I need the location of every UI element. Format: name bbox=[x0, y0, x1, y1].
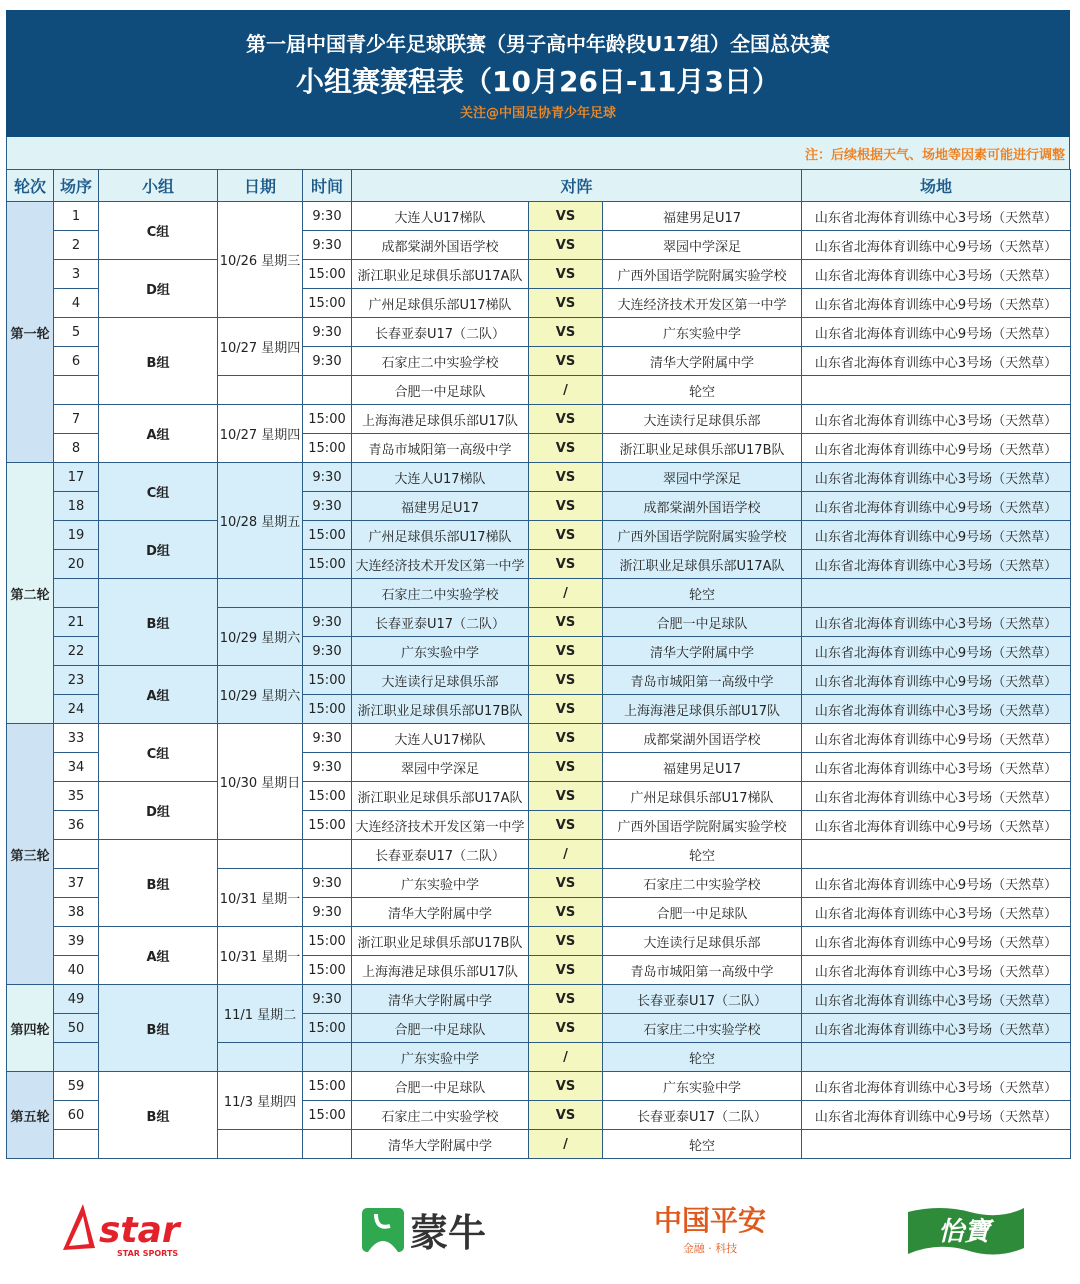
round-label: 第四轮 bbox=[7, 985, 54, 1072]
versus-marker: VS bbox=[529, 608, 603, 637]
round-label: 第一轮 bbox=[7, 202, 54, 463]
venue: 山东省北海体育训练中心3号场（天然草） bbox=[802, 1014, 1071, 1043]
match-no: 5 bbox=[54, 318, 99, 347]
versus-marker: VS bbox=[529, 956, 603, 985]
match-no: 1 bbox=[54, 202, 99, 231]
home-team: 广东实验中学 bbox=[352, 1043, 529, 1072]
away-team: 上海海港足球俱乐部U17队 bbox=[603, 695, 802, 724]
match-no: 60 bbox=[54, 1101, 99, 1130]
table-row bbox=[7, 724, 1071, 753]
match-no: 49 bbox=[54, 985, 99, 1014]
venue: 山东省北海体育训练中心3号场（天然草） bbox=[802, 956, 1071, 985]
versus-marker: VS bbox=[529, 811, 603, 840]
match-time: 15:00 bbox=[303, 666, 352, 695]
group-label: B组 bbox=[99, 318, 218, 405]
match-no bbox=[54, 579, 99, 608]
match-time: 15:00 bbox=[303, 521, 352, 550]
match-no: 3 bbox=[54, 260, 99, 289]
home-team: 长春亚泰U17（二队） bbox=[352, 318, 529, 347]
match-time: 9:30 bbox=[303, 869, 352, 898]
venue: 山东省北海体育训练中心3号场（天然草） bbox=[802, 405, 1071, 434]
away-team: 长春亚泰U17（二队） bbox=[603, 985, 802, 1014]
home-team: 广东实验中学 bbox=[352, 869, 529, 898]
table-row bbox=[7, 463, 1071, 492]
versus-marker: VS bbox=[529, 637, 603, 666]
away-team: 大连读行足球俱乐部 bbox=[603, 927, 802, 956]
match-no: 40 bbox=[54, 956, 99, 985]
match-no: 38 bbox=[54, 898, 99, 927]
versus-marker: VS bbox=[529, 1014, 603, 1043]
match-time bbox=[303, 376, 352, 405]
group-label: C组 bbox=[99, 724, 218, 782]
match-no: 20 bbox=[54, 550, 99, 579]
pingan-tagline: 金融 · 科技 bbox=[682, 1242, 738, 1255]
venue: 山东省北海体育训练中心3号场（天然草） bbox=[802, 985, 1071, 1014]
match-no: 7 bbox=[54, 405, 99, 434]
round-label: 第五轮 bbox=[7, 1072, 54, 1159]
away-team: 大连经济技术开发区第一中学 bbox=[603, 289, 802, 318]
venue: 山东省北海体育训练中心3号场（天然草） bbox=[802, 753, 1071, 782]
match-time: 9:30 bbox=[303, 898, 352, 927]
away-team: 青岛市城阳第一高级中学 bbox=[603, 956, 802, 985]
match-date bbox=[218, 1130, 303, 1159]
versus-marker: VS bbox=[529, 202, 603, 231]
match-time: 9:30 bbox=[303, 202, 352, 231]
star-sports-logo bbox=[55, 1190, 235, 1270]
match-time: 15:00 bbox=[303, 434, 352, 463]
home-team: 青岛市城阳第一高级中学 bbox=[352, 434, 529, 463]
home-team: 广州足球俱乐部U17梯队 bbox=[352, 289, 529, 318]
match-no bbox=[54, 840, 99, 869]
versus-marker: VS bbox=[529, 753, 603, 782]
table-row bbox=[7, 202, 1071, 231]
home-team: 合肥一中足球队 bbox=[352, 1014, 529, 1043]
mengniu-logo bbox=[360, 1190, 520, 1270]
home-team: 上海海港足球俱乐部U17队 bbox=[352, 405, 529, 434]
away-team: 翠园中学深足 bbox=[603, 231, 802, 260]
col-header-round: 轮次 bbox=[7, 170, 54, 202]
match-no: 34 bbox=[54, 753, 99, 782]
home-team: 浙江职业足球俱乐部U17B队 bbox=[352, 695, 529, 724]
away-team: 浙江职业足球俱乐部U17A队 bbox=[603, 550, 802, 579]
match-no: 50 bbox=[54, 1014, 99, 1043]
away-team: 长春亚泰U17（二队） bbox=[603, 1101, 802, 1130]
home-team: 合肥一中足球队 bbox=[352, 1072, 529, 1101]
group-label: B组 bbox=[99, 985, 218, 1072]
match-date bbox=[218, 376, 303, 405]
group-label: D组 bbox=[99, 521, 218, 579]
venue: 山东省北海体育训练中心3号场（天然草） bbox=[802, 260, 1071, 289]
versus-marker: VS bbox=[529, 985, 603, 1014]
versus-marker: / bbox=[529, 376, 603, 405]
match-no: 59 bbox=[54, 1072, 99, 1101]
match-time bbox=[303, 579, 352, 608]
versus-marker: VS bbox=[529, 463, 603, 492]
versus-marker: VS bbox=[529, 666, 603, 695]
match-time: 9:30 bbox=[303, 985, 352, 1014]
group-label: C组 bbox=[99, 202, 218, 260]
versus-marker: VS bbox=[529, 492, 603, 521]
match-date: 10/26 星期三 bbox=[218, 202, 303, 318]
versus-marker: / bbox=[529, 1043, 603, 1072]
versus-marker: VS bbox=[529, 782, 603, 811]
versus-marker: VS bbox=[529, 927, 603, 956]
venue bbox=[802, 1130, 1071, 1159]
match-time: 15:00 bbox=[303, 811, 352, 840]
group-label: A组 bbox=[99, 927, 218, 985]
match-date bbox=[218, 1043, 303, 1072]
match-no: 4 bbox=[54, 289, 99, 318]
note-row bbox=[6, 137, 1070, 169]
away-team: 清华大学附属中学 bbox=[603, 637, 802, 666]
match-time: 9:30 bbox=[303, 318, 352, 347]
venue: 山东省北海体育训练中心9号场（天然草） bbox=[802, 434, 1071, 463]
pingan-wordmark: 中国平安 bbox=[653, 1204, 767, 1237]
home-team: 成都棠湖外国语学校 bbox=[352, 231, 529, 260]
away-team: 合肥一中足球队 bbox=[603, 608, 802, 637]
match-date: 10/29 星期六 bbox=[218, 608, 303, 666]
away-team: 轮空 bbox=[603, 579, 802, 608]
match-no: 8 bbox=[54, 434, 99, 463]
star-wordmark: star bbox=[99, 1210, 180, 1251]
schedule-table bbox=[6, 169, 1071, 1159]
match-no: 19 bbox=[54, 521, 99, 550]
away-team: 成都棠湖外国语学校 bbox=[603, 492, 802, 521]
away-team: 轮空 bbox=[603, 1130, 802, 1159]
mengniu-wordmark: 蒙牛 bbox=[410, 1211, 487, 1255]
venue bbox=[802, 579, 1071, 608]
match-time bbox=[303, 840, 352, 869]
table-header-row bbox=[7, 170, 1071, 202]
versus-marker: / bbox=[529, 840, 603, 869]
match-time bbox=[303, 1130, 352, 1159]
title-line-2: 小组赛赛程表（10月26日-11月3日） bbox=[296, 65, 780, 98]
yibao-logo bbox=[900, 1190, 1030, 1270]
versus-marker: VS bbox=[529, 347, 603, 376]
versus-marker: VS bbox=[529, 434, 603, 463]
table-row bbox=[7, 782, 1071, 811]
group-label: A组 bbox=[99, 666, 218, 724]
col-header-matchup: 对阵 bbox=[352, 170, 802, 202]
venue: 山东省北海体育训练中心9号场（天然草） bbox=[802, 811, 1071, 840]
match-time: 9:30 bbox=[303, 492, 352, 521]
versus-marker: VS bbox=[529, 318, 603, 347]
home-team: 浙江职业足球俱乐部U17A队 bbox=[352, 260, 529, 289]
away-team: 合肥一中足球队 bbox=[603, 898, 802, 927]
match-time: 15:00 bbox=[303, 1101, 352, 1130]
away-team: 广西外国语学院附属实验学校 bbox=[603, 260, 802, 289]
versus-marker: VS bbox=[529, 1072, 603, 1101]
home-team: 石家庄二中实验学校 bbox=[352, 1101, 529, 1130]
match-no: 39 bbox=[54, 927, 99, 956]
home-team: 浙江职业足球俱乐部U17B队 bbox=[352, 927, 529, 956]
group-label: D组 bbox=[99, 782, 218, 840]
match-no bbox=[54, 376, 99, 405]
match-no: 2 bbox=[54, 231, 99, 260]
venue: 山东省北海体育训练中心9号场（天然草） bbox=[802, 724, 1071, 753]
away-team: 福建男足U17 bbox=[603, 202, 802, 231]
yibao-wordmark: 怡寶 bbox=[937, 1217, 991, 1247]
group-label: A组 bbox=[99, 405, 218, 463]
home-team: 大连经济技术开发区第一中学 bbox=[352, 811, 529, 840]
match-time: 15:00 bbox=[303, 260, 352, 289]
versus-marker: VS bbox=[529, 869, 603, 898]
versus-marker: VS bbox=[529, 898, 603, 927]
home-team: 长春亚泰U17（二队） bbox=[352, 608, 529, 637]
col-header-match-no: 场序 bbox=[54, 170, 99, 202]
versus-marker: VS bbox=[529, 521, 603, 550]
venue: 山东省北海体育训练中心9号场（天然草） bbox=[802, 289, 1071, 318]
away-team: 广州足球俱乐部U17梯队 bbox=[603, 782, 802, 811]
versus-marker: / bbox=[529, 1130, 603, 1159]
match-date: 10/31 星期一 bbox=[218, 869, 303, 927]
versus-marker: VS bbox=[529, 231, 603, 260]
match-no: 18 bbox=[54, 492, 99, 521]
table-row bbox=[7, 840, 1071, 869]
home-team: 福建男足U17 bbox=[352, 492, 529, 521]
home-team: 石家庄二中实验学校 bbox=[352, 579, 529, 608]
match-time: 15:00 bbox=[303, 695, 352, 724]
venue: 山东省北海体育训练中心9号场（天然草） bbox=[802, 231, 1071, 260]
table-row bbox=[7, 579, 1071, 608]
match-time: 9:30 bbox=[303, 637, 352, 666]
match-time: 15:00 bbox=[303, 550, 352, 579]
match-date: 11/3 星期四 bbox=[218, 1072, 303, 1130]
home-team: 清华大学附属中学 bbox=[352, 1130, 529, 1159]
venue: 山东省北海体育训练中心3号场（天然草） bbox=[802, 550, 1071, 579]
col-header-date: 日期 bbox=[218, 170, 303, 202]
venue bbox=[802, 376, 1071, 405]
away-team: 广西外国语学院附属实验学校 bbox=[603, 811, 802, 840]
venue: 山东省北海体育训练中心9号场（天然草） bbox=[802, 666, 1071, 695]
match-date bbox=[218, 579, 303, 608]
versus-marker: VS bbox=[529, 724, 603, 753]
table-row bbox=[7, 405, 1071, 434]
match-time: 15:00 bbox=[303, 956, 352, 985]
venue: 山东省北海体育训练中心9号场（天然草） bbox=[802, 637, 1071, 666]
match-no bbox=[54, 1043, 99, 1072]
venue: 山东省北海体育训练中心9号场（天然草） bbox=[802, 492, 1071, 521]
away-team: 清华大学附属中学 bbox=[603, 347, 802, 376]
match-date: 10/30 星期日 bbox=[218, 724, 303, 840]
venue: 山东省北海体育训练中心3号场（天然草） bbox=[802, 695, 1071, 724]
away-team: 轮空 bbox=[603, 376, 802, 405]
venue: 山东省北海体育训练中心3号场（天然草） bbox=[802, 608, 1071, 637]
away-team: 青岛市城阳第一高级中学 bbox=[603, 666, 802, 695]
match-time bbox=[303, 1043, 352, 1072]
title-line-1: 第一届中国青少年足球联赛（男子高中年龄段U17组）全国总决赛 bbox=[245, 32, 831, 56]
match-date: 10/31 星期一 bbox=[218, 927, 303, 985]
match-time: 9:30 bbox=[303, 347, 352, 376]
venue: 山东省北海体育训练中心9号场（天然草） bbox=[802, 521, 1071, 550]
round-label: 第三轮 bbox=[7, 724, 54, 985]
away-team: 广东实验中学 bbox=[603, 318, 802, 347]
home-team: 长春亚泰U17（二队） bbox=[352, 840, 529, 869]
match-time: 9:30 bbox=[303, 753, 352, 782]
venue: 山东省北海体育训练中心9号场（天然草） bbox=[802, 318, 1071, 347]
match-no: 6 bbox=[54, 347, 99, 376]
group-label: D组 bbox=[99, 260, 218, 318]
match-no: 35 bbox=[54, 782, 99, 811]
match-time: 15:00 bbox=[303, 1072, 352, 1101]
col-header-time: 时间 bbox=[303, 170, 352, 202]
venue: 山东省北海体育训练中心3号场（天然草） bbox=[802, 1072, 1071, 1101]
venue: 山东省北海体育训练中心3号场（天然草） bbox=[802, 463, 1071, 492]
group-label: B组 bbox=[99, 1072, 218, 1159]
home-team: 大连读行足球俱乐部 bbox=[352, 666, 529, 695]
versus-marker: VS bbox=[529, 260, 603, 289]
star-sports-sub: STAR SPORTS bbox=[117, 1249, 179, 1258]
away-team: 石家庄二中实验学校 bbox=[603, 869, 802, 898]
match-no: 37 bbox=[54, 869, 99, 898]
match-time: 9:30 bbox=[303, 463, 352, 492]
table-row bbox=[7, 521, 1071, 550]
follow-text: 关注@中国足协青少年足球 bbox=[459, 106, 616, 121]
table-row bbox=[7, 260, 1071, 289]
match-no: 36 bbox=[54, 811, 99, 840]
col-header-venue: 场地 bbox=[802, 170, 1071, 202]
match-time: 9:30 bbox=[303, 608, 352, 637]
match-date: 10/27 星期四 bbox=[218, 405, 303, 463]
match-date: 10/28 星期五 bbox=[218, 463, 303, 579]
versus-marker: VS bbox=[529, 550, 603, 579]
home-team: 大连人U17梯队 bbox=[352, 724, 529, 753]
match-date: 10/29 星期六 bbox=[218, 666, 303, 724]
match-time: 15:00 bbox=[303, 405, 352, 434]
schedule-body bbox=[7, 202, 1071, 1159]
away-team: 浙江职业足球俱乐部U17B队 bbox=[603, 434, 802, 463]
group-label: B组 bbox=[99, 840, 218, 927]
versus-marker: VS bbox=[529, 289, 603, 318]
versus-marker: VS bbox=[529, 405, 603, 434]
away-team: 成都棠湖外国语学校 bbox=[603, 724, 802, 753]
venue: 山东省北海体育训练中心3号场（天然草） bbox=[802, 347, 1071, 376]
star-triangle-icon bbox=[63, 1204, 95, 1250]
away-team: 石家庄二中实验学校 bbox=[603, 1014, 802, 1043]
table-row bbox=[7, 666, 1071, 695]
home-team: 清华大学附属中学 bbox=[352, 898, 529, 927]
match-no: 23 bbox=[54, 666, 99, 695]
mengniu-emblem-icon bbox=[362, 1208, 404, 1252]
away-team: 翠园中学深足 bbox=[603, 463, 802, 492]
away-team: 轮空 bbox=[603, 1043, 802, 1072]
match-time: 15:00 bbox=[303, 927, 352, 956]
match-no: 22 bbox=[54, 637, 99, 666]
table-row bbox=[7, 318, 1071, 347]
away-team: 大连读行足球俱乐部 bbox=[603, 405, 802, 434]
venue: 山东省北海体育训练中心3号场（天然草） bbox=[802, 898, 1071, 927]
versus-marker: / bbox=[529, 579, 603, 608]
venue: 山东省北海体育训练中心3号场（天然草） bbox=[802, 202, 1071, 231]
away-team: 轮空 bbox=[603, 840, 802, 869]
match-time: 15:00 bbox=[303, 1014, 352, 1043]
home-team: 翠园中学深足 bbox=[352, 753, 529, 782]
sponsor-logos bbox=[0, 1190, 1080, 1280]
match-time: 9:30 bbox=[303, 231, 352, 260]
adjustment-note: 注：后续根据天气、场地等因素可能进行调整 bbox=[804, 148, 1065, 163]
pingan-logo bbox=[640, 1190, 780, 1270]
away-team: 广东实验中学 bbox=[603, 1072, 802, 1101]
home-team: 上海海港足球俱乐部U17队 bbox=[352, 956, 529, 985]
group-label: C组 bbox=[99, 463, 218, 521]
versus-marker: VS bbox=[529, 1101, 603, 1130]
venue: 山东省北海体育训练中心9号场（天然草） bbox=[802, 1101, 1071, 1130]
match-no: 33 bbox=[54, 724, 99, 753]
home-team: 大连经济技术开发区第一中学 bbox=[352, 550, 529, 579]
match-time: 15:00 bbox=[303, 289, 352, 318]
match-no: 24 bbox=[54, 695, 99, 724]
match-no: 17 bbox=[54, 463, 99, 492]
versus-marker: VS bbox=[529, 695, 603, 724]
away-team: 广西外国语学院附属实验学校 bbox=[603, 521, 802, 550]
table-row bbox=[7, 985, 1071, 1014]
title-banner bbox=[6, 10, 1070, 137]
home-team: 广东实验中学 bbox=[352, 637, 529, 666]
match-no bbox=[54, 1130, 99, 1159]
match-time: 15:00 bbox=[303, 782, 352, 811]
table-row bbox=[7, 927, 1071, 956]
round-label: 第二轮 bbox=[7, 463, 54, 724]
table-row bbox=[7, 1072, 1071, 1101]
venue: 山东省北海体育训练中心9号场（天然草） bbox=[802, 869, 1071, 898]
match-no: 21 bbox=[54, 608, 99, 637]
home-team: 大连人U17梯队 bbox=[352, 463, 529, 492]
col-header-group: 小组 bbox=[99, 170, 218, 202]
venue: 山东省北海体育训练中心9号场（天然草） bbox=[802, 927, 1071, 956]
venue bbox=[802, 1043, 1071, 1072]
match-date: 11/1 星期二 bbox=[218, 985, 303, 1043]
home-team: 广州足球俱乐部U17梯队 bbox=[352, 521, 529, 550]
home-team: 石家庄二中实验学校 bbox=[352, 347, 529, 376]
match-date bbox=[218, 840, 303, 869]
venue bbox=[802, 840, 1071, 869]
venue: 山东省北海体育训练中心3号场（天然草） bbox=[802, 782, 1071, 811]
home-team: 浙江职业足球俱乐部U17A队 bbox=[352, 782, 529, 811]
home-team: 清华大学附属中学 bbox=[352, 985, 529, 1014]
match-date: 10/27 星期四 bbox=[218, 318, 303, 376]
group-label: B组 bbox=[99, 579, 218, 666]
match-time: 9:30 bbox=[303, 724, 352, 753]
home-team: 大连人U17梯队 bbox=[352, 202, 529, 231]
away-team: 福建男足U17 bbox=[603, 753, 802, 782]
home-team: 合肥一中足球队 bbox=[352, 376, 529, 405]
